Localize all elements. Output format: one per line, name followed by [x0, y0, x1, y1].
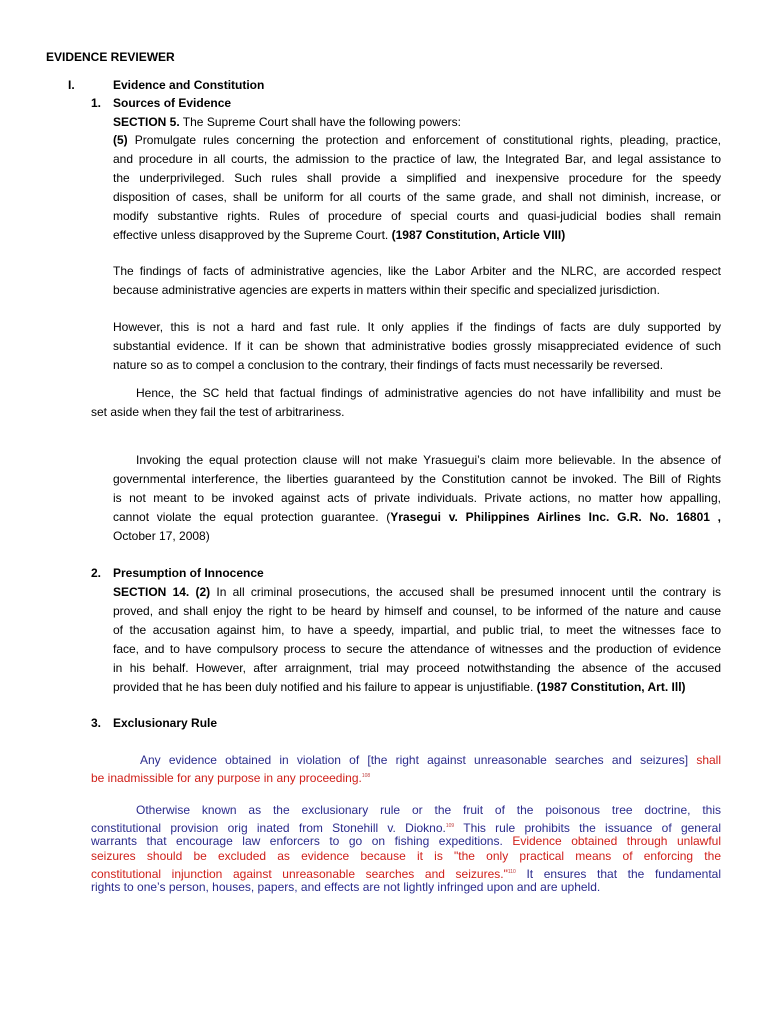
footnote-108: 108: [361, 773, 371, 779]
equal-protection-line-4-text: cannot violate the equal protection guarantee. (: [113, 510, 391, 524]
innocence-line-6: [113, 680, 686, 694]
however-line-1: However, this is not a hard and fast rule. It only applies if the findings of facts are duly supported by: [113, 320, 721, 334]
equal-protection-line-1: Invoking the equal protection clause will not make Yrasuegui’s claim more believable. In the absence of: [136, 453, 721, 467]
otherwise-line-1: Otherwise known as the exclusionary rule or the fruit of the poisonous tree doctrine, this: [136, 803, 721, 817]
section-14-label: SECTION 14. (2): [113, 585, 211, 599]
hence-line-2: set aside when they fail the test of arbitrariness.: [91, 405, 345, 419]
otherwise-line-2: [91, 819, 721, 835]
section-2-heading: Presumption of Innocence: [113, 566, 264, 580]
ensures-text: It ensures that the fundamental: [515, 867, 721, 881]
yrasegui-citation: Yrasegui v. Philippines Airlines Inc. G.R. No. 16801 ,: [390, 510, 721, 524]
equal-protection-line-5: October 17, 2008): [113, 529, 210, 543]
section-5-line: [113, 115, 461, 129]
hence-line-1: Hence, the SC held that factual findings of administrative agencies do not have infallibility and must be: [136, 386, 721, 400]
exclusionary-quote-line-1: [140, 753, 721, 767]
however-line-3: nature so as to compel a conclusion to the contrary, their findings of facts must necessarily be reversed.: [113, 358, 664, 372]
section-1-heading: Sources of Evidence: [113, 96, 232, 110]
powers-line-5: modify substantive rights. Rules of procedure of special courts and quasi-judicial bodies shall remain: [113, 209, 721, 223]
innocence-line-6-text: provided that he has been duly notified and his failure to appear is unjustifiable.: [113, 680, 537, 694]
warrants-text: warrants that encourage law enforcers to go on fishing expeditions.: [91, 834, 513, 848]
innocence-line-2: proved, and shall enjoy the right to be heard by himself and counsel, to be informed of the nature and cause: [113, 604, 721, 618]
power-5-label: (5): [113, 133, 128, 147]
exclusionary-quote-line-2: [91, 769, 370, 785]
findings-line-1: The findings of facts of administrative agencies, like the Labor Arbiter and the NLRC, are accorded respect: [113, 264, 721, 278]
section-3-heading: Exclusionary Rule: [113, 716, 218, 730]
evidence-unlawful-text: Evidence obtained through unlawful: [512, 834, 721, 848]
part-title: Evidence and Constitution: [113, 78, 265, 92]
section-3-number: 3.: [91, 716, 102, 730]
otherwise-line-2-rest: This rule prohibits the issuance of general: [454, 821, 721, 835]
powers-line-3: the underprivileged. Such rules shall provide a simplified and inexpensive procedure for the speedy: [113, 171, 721, 185]
powers-line-2: and procedure in all courts, the admission to the practice of law, the Integrated Bar, and legal assistance to: [113, 152, 721, 166]
findings-line-2: because administrative agencies are experts in matters within their specific and specialized jurisdiction.: [113, 283, 660, 297]
doc-title: EVIDENCE REVIEWER: [46, 50, 175, 64]
powers-line-1: [113, 133, 721, 147]
part-number: I.: [68, 78, 75, 92]
otherwise-line-5: [91, 865, 721, 881]
equal-protection-line-3: is not meant to be invoked against acts of private individuals. Private actions, no matter how appalling,: [113, 491, 721, 505]
article-8-citation: (1987 Constitution, Article VIII): [391, 228, 566, 242]
exclusionary-quote-shall: shall: [696, 753, 721, 767]
innocence-line-3: of the accusation against him, to have a speedy, impartial, and public trial, to meet the witnesses face to: [113, 623, 721, 637]
exclusionary-quote-line-2-text: be inadmissible for any purpose in any proceeding.: [91, 771, 362, 785]
footnote-110: 110: [507, 869, 516, 875]
injunction-text: constitutional injunction against unreasonable searches and seizures.": [91, 867, 508, 881]
article-3-citation: (1987 Constitution, Art. Ill): [536, 680, 686, 694]
however-line-2: substantial evidence. If it can be shown that administrative bodies grossly misappreciated evidence of such: [113, 339, 721, 353]
otherwise-line-3: [91, 834, 721, 848]
stonehill-text: constitutional provision orig inated from Stonehill v. Diokno.: [91, 821, 446, 835]
power-5-text: Promulgate rules concerning the protection and enforcement of constitutional rights, pleading, practice,: [127, 133, 721, 147]
powers-line-4: disposition of cases, shall be uniform for all courts of the same grade, and shall not diminish, increase, or: [113, 190, 721, 204]
powers-line-6: [113, 228, 565, 242]
section-5-label: SECTION 5.: [113, 115, 180, 129]
innocence-line-1: [113, 585, 721, 599]
footnote-109: 109: [445, 823, 455, 829]
section-1-number: 1.: [91, 96, 102, 110]
otherwise-line-6: rights to one’s person, houses, papers, and effects are not lightly infringed upon and are upheld.: [91, 880, 601, 894]
section-5-text: The Supreme Court shall have the following powers:: [179, 115, 461, 129]
innocence-line-1-text: In all criminal prosecutions, the accused shall be presumed innocent until the contrary is: [210, 585, 721, 599]
innocence-line-4: face, and to have compulsory process to secure the attendance of witnesses and the production of evidence: [113, 642, 721, 656]
powers-line-6-text: effective unless disapproved by the Supreme Court.: [113, 228, 392, 242]
equal-protection-line-2: governmental interference, the liberties guaranteed by the Constitution cannot be invoked. The Bill of Rights: [113, 472, 721, 486]
otherwise-line-4: seizures should be excluded as evidence because it is "the only practical means of enforcing the: [91, 849, 721, 863]
equal-protection-line-4: [113, 510, 721, 524]
innocence-line-5: in his behalf. However, after arraignment, trial may proceed notwithstanding the absence of the accused: [113, 661, 721, 675]
exclusionary-quote-text: Any evidence obtained in violation of [the right against unreasonable searches and seizures]: [140, 753, 697, 767]
section-2-number: 2.: [91, 566, 102, 580]
